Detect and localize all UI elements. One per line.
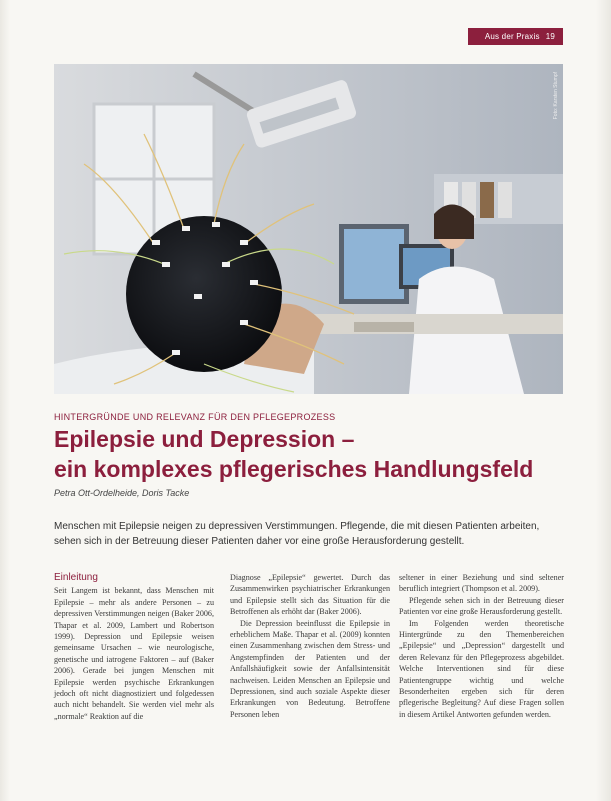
article-lead: Menschen mit Epilepsie neigen zu depressiven Verstimmungen. Pflegende, die mit diesen Patienten arbeiten, sehen sich in der Betreuung dieser Patienten daher vor eine große Herausforderung gestellt. xyxy=(54,521,540,547)
paragraph: Die Depression beeinflusst die Epilepsie in erheblichem Maße. Thapar et al. (2009) konnten einen Zusammenhang zwischen dem Stress- und Angstempfinden der Patienten und der Anfallshäufigkeit sowie der Anfallsintensität nachweisen. Leiden Menschen an Epilepsie und Depressionen, sind auch soziale Aspekte dieser Erkrankungen von Bedeutung. Betroffene Personen leben xyxy=(230,618,390,719)
paragraph: Diagnose „Epilepsie“ gewertet. Durch das Zusammenwirken psychiatrischer Erkrankungen und Epilepsie stellt sich das Situation für die Betroffenen als erhöht dar (Baker 2006). xyxy=(230,573,390,617)
eeg-scene-illustration xyxy=(54,64,563,394)
article-authors: Petra Ott-Ordelheide, Doris Tacke xyxy=(54,488,190,498)
article-kicker: HINTERGRÜNDE UND RELEVANZ FÜR DEN PFLEGEPROZESS xyxy=(54,412,336,422)
page-number: 19 xyxy=(545,32,555,41)
section-header-tab xyxy=(468,28,563,45)
text-column-3 xyxy=(399,572,564,720)
paragraph: Pflegende sehen sich in der Betreuung dieser Patienten vor eine große Herausforderung gestellt. xyxy=(399,595,564,617)
section-label: Aus der Praxis xyxy=(484,32,540,41)
section-heading: Einleitung xyxy=(54,572,98,583)
article-photo xyxy=(54,64,563,394)
paragraph: Seit Langem ist bekannt, dass Menschen mit Epilepsie – mehr als andere Personen – zu depressiven Verstimmungen neigen (Baker 2006, Thapar et al. 2009, Lambert und Robertson 1999). Depression und Epilepsie weisen gemeinsame Ursachen – wie neurologische, genetische und iatrogene Faktoren – auf (Baker 2006). Gerade bei jungen Menschen mit Epilepsie werden psychische Erkrankungen jedoch oft nicht diagnostiziert und folgedessen auch nicht behandelt. Sie werden viel mehr als „normale“ Reaktion auf die xyxy=(54,586,214,721)
article-title xyxy=(54,424,574,484)
text-column-1 xyxy=(54,572,214,722)
text-column-2 xyxy=(230,572,390,720)
paragraph: Im Folgenden werden theoretische Hintergründe zu den Themenbereichen „Epilepsie“ und „Depression“ dargestellt und deren Relevanz für den Pflegeprozess abgebildet. Welche Interventionen sind für diese Patientengruppe wichtig und welche Besonderheiten ergeben sich für deren pflegerische Begleitung? Auf diese Fragen sollen in diesem Artikel Antworten gefunden werden. xyxy=(399,618,564,719)
paragraph: seltener in einer Beziehung und sind seltener beruflich integriert (Thompson et al. 2009). xyxy=(399,573,564,594)
photo-credit: Foto: Karsten Stumpf xyxy=(553,72,559,120)
title-line-2: ein komplexes pflegerisches Handlungsfeld xyxy=(54,456,534,482)
title-line-1: Epilepsie und Depression – xyxy=(54,426,355,452)
